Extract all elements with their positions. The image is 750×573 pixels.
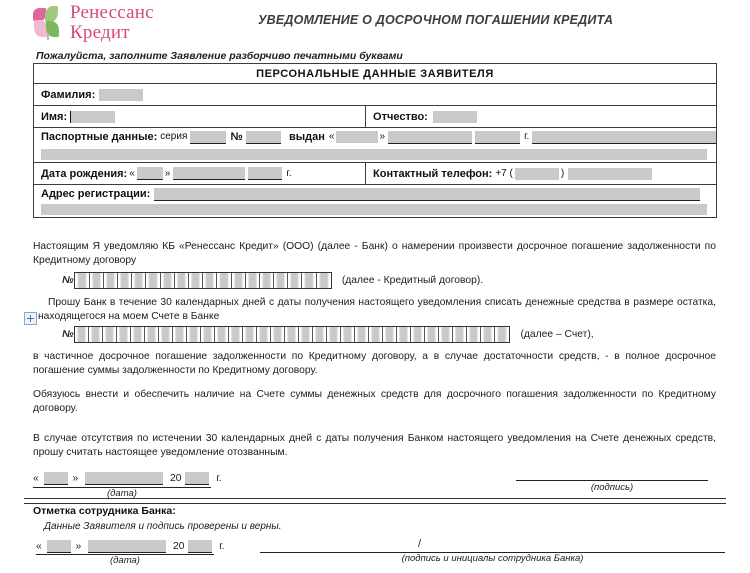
passport-label: Паспортные данные: bbox=[41, 131, 158, 143]
address-overflow-band[interactable] bbox=[41, 204, 707, 215]
char-box[interactable] bbox=[257, 327, 271, 342]
patronymic-input[interactable] bbox=[433, 111, 477, 123]
char-box[interactable] bbox=[159, 327, 173, 342]
char-box[interactable] bbox=[132, 273, 146, 288]
firstname-label: Имя: bbox=[41, 110, 68, 123]
credit-contract-number-input[interactable] bbox=[74, 272, 331, 289]
char-box[interactable] bbox=[103, 327, 117, 342]
phone-prefix: +7 ( bbox=[495, 168, 513, 179]
applicant-date-row bbox=[33, 472, 222, 485]
quote-close: » bbox=[72, 473, 79, 485]
char-box[interactable] bbox=[467, 327, 481, 342]
char-box[interactable] bbox=[481, 327, 495, 342]
char-box[interactable] bbox=[341, 327, 355, 342]
char-box[interactable] bbox=[260, 273, 274, 288]
passport-number-label: № bbox=[230, 131, 243, 143]
table-row bbox=[34, 128, 716, 163]
char-box[interactable] bbox=[203, 273, 217, 288]
surname-label: Фамилия: bbox=[41, 88, 96, 101]
year-prefix: 20 bbox=[172, 541, 185, 553]
char-box[interactable] bbox=[425, 327, 439, 342]
leaf-flower-icon bbox=[33, 6, 65, 40]
char-box[interactable] bbox=[146, 273, 160, 288]
address-label: Адрес регистрации: bbox=[41, 188, 151, 200]
char-box[interactable] bbox=[187, 327, 201, 342]
address-input[interactable] bbox=[154, 188, 700, 201]
personal-data-table bbox=[33, 63, 717, 218]
char-box[interactable] bbox=[131, 327, 145, 342]
page-title: УВЕДОМЛЕНИЕ О ДОСРОЧНОМ ПОГАШЕНИИ КРЕДИТА bbox=[258, 13, 614, 27]
char-box[interactable] bbox=[201, 327, 215, 342]
document-header bbox=[0, 0, 750, 46]
char-box[interactable] bbox=[232, 273, 246, 288]
quote-open: « bbox=[33, 473, 39, 485]
phone-paren-close: ) bbox=[560, 168, 565, 179]
account-note: (далее – Счет), bbox=[520, 329, 594, 340]
bank-day-input[interactable] bbox=[47, 540, 71, 553]
brand-logo bbox=[33, 3, 154, 42]
quote-close: » bbox=[379, 131, 386, 142]
char-box[interactable] bbox=[243, 327, 257, 342]
char-box[interactable] bbox=[288, 273, 302, 288]
char-box[interactable] bbox=[383, 327, 397, 342]
surname-input[interactable] bbox=[99, 89, 143, 101]
char-box[interactable] bbox=[117, 327, 131, 342]
table-row bbox=[34, 163, 716, 185]
char-box[interactable] bbox=[161, 273, 175, 288]
credit-contract-note: (далее - Кредитный договор). bbox=[341, 275, 484, 286]
char-box[interactable] bbox=[439, 327, 453, 342]
applicant-date-caption: (дата) bbox=[107, 488, 137, 499]
number-symbol: № bbox=[62, 275, 74, 286]
move-handle-icon[interactable] bbox=[24, 312, 37, 325]
char-box[interactable] bbox=[271, 327, 285, 342]
char-box[interactable] bbox=[302, 273, 316, 288]
passport-month-input[interactable] bbox=[388, 131, 472, 144]
paragraph-intent: Настоящим Я уведомляю КБ «Ренессанс Кредит» (ООО) (далее - Банк) о намерении произвести досрочное погашение задолженности по Кредитному договору bbox=[33, 241, 716, 266]
phone-label: Контактный телефон: bbox=[373, 167, 493, 180]
table-title: ПЕРСОНАЛЬНЫЕ ДАННЫЕ ЗАЯВИТЕЛЯ bbox=[256, 67, 494, 80]
quote-close: » bbox=[164, 168, 171, 179]
table-row bbox=[34, 84, 716, 106]
applicant-signature-rule bbox=[516, 480, 708, 481]
char-box[interactable] bbox=[217, 273, 231, 288]
char-box[interactable] bbox=[313, 327, 327, 342]
year-suffix: г. bbox=[216, 473, 222, 485]
credit-contract-number-row bbox=[62, 272, 483, 289]
char-box[interactable] bbox=[317, 273, 331, 288]
account-number-row bbox=[62, 326, 594, 343]
brand-line-1: Ренессанс bbox=[70, 2, 154, 23]
brand-wordmark bbox=[70, 3, 154, 42]
year-suffix: г. bbox=[524, 131, 530, 142]
birth-year-input[interactable] bbox=[248, 167, 282, 180]
firstname-input[interactable] bbox=[71, 111, 115, 123]
birth-day-input[interactable] bbox=[137, 167, 163, 180]
quote-open: « bbox=[129, 168, 135, 179]
paragraph-revocation: В случае отсутствия по истечении 30 календарных дней с даты получения Банком настоящего уведомления на Счете денежных средств, прошу считать настоящее уведомление отозванным. bbox=[33, 433, 716, 458]
paragraph-request: Прошу Банк в течение 30 календарных дней с даты получения настоящего уведомления списать денежные средства в размере остатка, находящегося на моем Счете в Банке bbox=[38, 297, 716, 322]
char-box[interactable] bbox=[299, 327, 313, 342]
char-box[interactable] bbox=[229, 327, 243, 342]
passport-number-input[interactable] bbox=[246, 131, 281, 144]
bank-year-input[interactable] bbox=[188, 540, 212, 553]
char-box[interactable] bbox=[246, 273, 260, 288]
fill-instruction: Пожалуйста, заполните Заявление разборчиво печатными буквами bbox=[36, 50, 403, 62]
table-header-row bbox=[34, 64, 716, 84]
char-box[interactable] bbox=[453, 327, 467, 342]
char-box[interactable] bbox=[75, 273, 89, 288]
passport-authority-input[interactable] bbox=[532, 131, 716, 144]
brand-line-2: Кредит bbox=[70, 22, 130, 43]
char-box[interactable] bbox=[89, 327, 103, 342]
char-box[interactable] bbox=[397, 327, 411, 342]
passport-year-input[interactable] bbox=[475, 131, 520, 144]
bank-signature-caption: (подпись и инициалы сотрудника Банка) bbox=[401, 553, 584, 564]
char-box[interactable] bbox=[215, 327, 229, 342]
applicant-year-input[interactable] bbox=[185, 472, 209, 485]
passport-day-input[interactable] bbox=[336, 131, 377, 143]
section-divider bbox=[24, 498, 726, 504]
bank-section-subtext: Данные Заявителя и подпись проверены и верны. bbox=[44, 521, 282, 532]
char-box[interactable] bbox=[104, 273, 118, 288]
char-box[interactable] bbox=[175, 273, 189, 288]
passport-series-label: серия bbox=[160, 131, 188, 142]
account-number-input[interactable] bbox=[74, 326, 510, 343]
char-box[interactable] bbox=[75, 327, 89, 342]
applicant-signature-caption: (подпись) bbox=[590, 482, 634, 493]
passport-overflow-band[interactable] bbox=[41, 149, 707, 160]
bank-signature-slash: / bbox=[418, 538, 422, 550]
year-prefix: 20 bbox=[169, 473, 182, 485]
birth-month-input[interactable] bbox=[173, 167, 245, 180]
phone-areacode-input[interactable] bbox=[515, 168, 559, 180]
table-row bbox=[34, 106, 716, 128]
number-symbol: № bbox=[62, 329, 74, 340]
bank-date-caption: (дата) bbox=[110, 555, 140, 566]
table-row bbox=[34, 185, 716, 217]
char-box[interactable] bbox=[355, 327, 369, 342]
applicant-month-input[interactable] bbox=[85, 472, 163, 485]
char-box[interactable] bbox=[90, 273, 104, 288]
char-box[interactable] bbox=[274, 273, 288, 288]
year-suffix: г. bbox=[286, 168, 292, 179]
passport-series-input[interactable] bbox=[190, 131, 225, 144]
char-box[interactable] bbox=[285, 327, 299, 342]
char-box[interactable] bbox=[327, 327, 341, 342]
char-box[interactable] bbox=[189, 273, 203, 288]
passport-issued-label: выдан bbox=[288, 131, 325, 143]
quote-open: « bbox=[328, 131, 335, 142]
patronymic-label: Отчество: bbox=[373, 110, 428, 123]
quote-open: « bbox=[36, 541, 42, 553]
paragraph-partial-repayment: в частичное досрочное погашение задолженности по Кредитному договору, а в случае достаточности средств, - в полное досрочное погашение суммы задолженности по Кредитному договору. bbox=[33, 351, 716, 376]
char-box[interactable] bbox=[145, 327, 159, 342]
char-box[interactable] bbox=[411, 327, 425, 342]
phone-number-input[interactable] bbox=[568, 168, 652, 180]
year-suffix: г. bbox=[219, 541, 225, 553]
bank-section-heading: Отметка сотрудника Банка: bbox=[33, 505, 176, 517]
quote-close: » bbox=[75, 541, 82, 553]
applicant-day-input[interactable] bbox=[44, 472, 68, 485]
char-box[interactable] bbox=[369, 327, 383, 342]
bank-date-row bbox=[36, 540, 225, 553]
birthdate-label: Дата рождения: bbox=[41, 167, 128, 180]
char-box[interactable] bbox=[495, 327, 509, 342]
bank-month-input[interactable] bbox=[88, 540, 166, 553]
paragraph-obligation: Обязуюсь внести и обеспечить наличие на Счете суммы денежных средств для досрочного погашения задолженности по Кредитному договору. bbox=[33, 389, 716, 414]
char-box[interactable] bbox=[118, 273, 132, 288]
char-box[interactable] bbox=[173, 327, 187, 342]
